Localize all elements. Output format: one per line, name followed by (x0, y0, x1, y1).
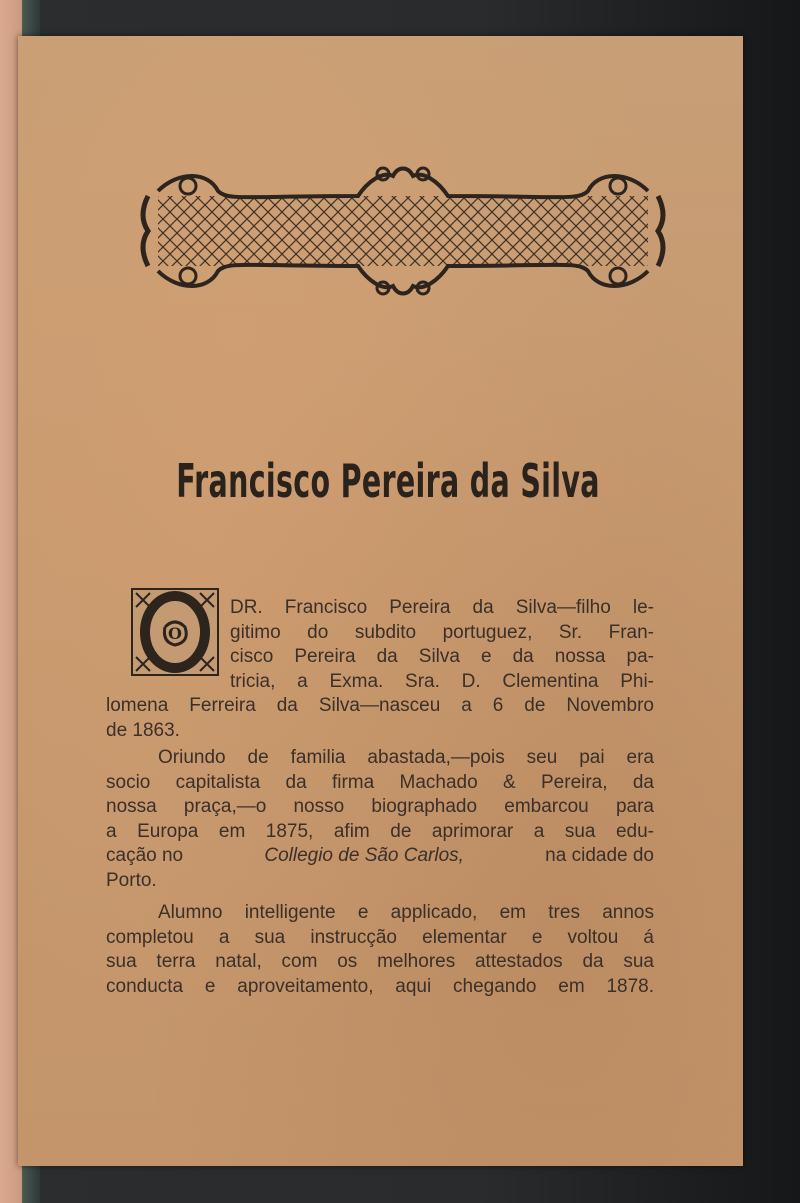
text-segment: cação no (106, 845, 189, 867)
text-line: completou a sua instrucção elementar e voltou á (106, 926, 654, 948)
text-line: cisco Pereira da Silva e da nossa pa- (230, 646, 654, 668)
italic-institution-name: Collegio de São Carlos, (264, 845, 464, 867)
text-line: a Europa em 1875, afim de aprimorar a sua edu- (106, 820, 654, 842)
svg-text:O: O (168, 624, 182, 643)
text-line: socio capitalista da firma Machado & Pereira, da (106, 771, 654, 793)
text-line: Alumno intelligente e applicado, em tres annos (158, 902, 654, 923)
text-line: Oriundo de familia abastada,—pois seu pai era (158, 747, 654, 768)
text-line: DR. Francisco Pereira da Silva—filho le- (230, 597, 654, 618)
paragraph-1-continued (106, 694, 654, 743)
paragraph-3 (106, 901, 654, 999)
text-line: nossa praça,—o nosso biographado embarcou para (106, 796, 654, 818)
text-line: lomena Ferreira da Silva—nasceu a 6 de Novembro (106, 695, 654, 716)
ornamental-header-icon (128, 156, 678, 306)
text-line (106, 844, 654, 869)
text-line: gitimo do subdito portuguez, Sr. Fran- (230, 621, 654, 643)
paragraph-1-indented (230, 596, 654, 694)
text-line: de 1863. (106, 719, 180, 741)
decorated-initial-icon (130, 587, 220, 677)
text-line: Porto. (106, 869, 157, 891)
paragraph-2 (106, 746, 654, 894)
text-line: tricia, a Exma. Sra. D. Clementina Phi- (230, 670, 654, 692)
text-line: conducta e aproveitamento, aqui chegando em 1878. (106, 975, 654, 997)
text-segment: na cidade do (539, 845, 654, 867)
text-line: sua terra natal, com os melhores attestados da sua (106, 951, 654, 973)
book-page (18, 36, 743, 1166)
page-title: Francisco Pereira da Silva (176, 454, 600, 508)
